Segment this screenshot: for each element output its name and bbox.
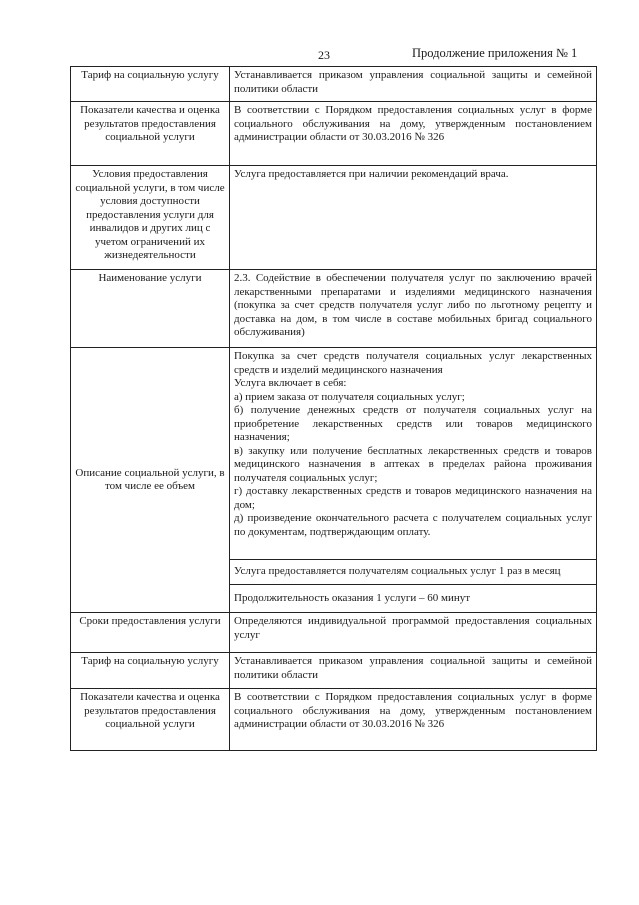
table-row	[71, 689, 597, 751]
row-value-service-name: 2.3. Содействие в обеспечении получателя услуг по заключению врачей лекарственными препаратами и изделиями медицинского назначения (покупка за счет средств получателя услуг либо по льготному рецепту и доставка на дом, в том числе в составе мобильных бригад социального обслуживания)	[230, 270, 597, 348]
service-table	[70, 66, 597, 751]
row-value-description	[230, 348, 597, 560]
table-row	[71, 348, 597, 560]
table-row	[71, 67, 597, 102]
row-label-quality-2: Показатели качества и оценка результатов предоставления социальной услуги	[71, 689, 230, 751]
row-label-conditions: Условия предоставления социальной услуги, в том числе условия доступности предоставления услуги для инвалидов и других лиц с учетом ограничений их жизнедеятельности	[71, 166, 230, 270]
row-label-service-name: Наименование услуги	[71, 270, 230, 348]
table-row	[71, 653, 597, 689]
row-value-conditions: Услуга предоставляется при наличии рекомендаций врача.	[230, 166, 597, 270]
description-line: Покупка за счет средств получателя социальных услуг лекарственных средств и изделий медицинского назначения	[234, 350, 592, 376]
appendix-continuation-title: Продолжение приложения № 1	[412, 46, 578, 60]
table-row	[71, 166, 597, 270]
row-label-quality: Показатели качества и оценка результатов предоставления социальной услуги	[71, 102, 230, 166]
row-label-description: Описание социальной услуги, в том числе ее объем	[71, 348, 230, 613]
description-line: в) закупку или получение бесплатных лекарственных средств и товаров медицинского назначения в аптеках в пределах района проживания получателя социальных услуг;	[234, 444, 592, 484]
description-line: б) получение денежных средств от получателя социальных услуг на приобретение лекарственных средств или товаров медицинского назначения;	[234, 404, 592, 443]
row-value-terms: Определяются индивидуальной программой предоставления социальных услуг	[230, 613, 597, 653]
row-label-terms: Сроки предоставления услуги	[71, 613, 230, 653]
row-value-quality-2: В соответствии с Порядком предоставления социальных услуг в форме социального обслуживания на дому, утвержденным постановлением администрации области от 30.03.2016 № 326	[230, 689, 597, 751]
row-label-tariff: Тариф на социальную услугу	[71, 67, 230, 102]
table-row	[71, 270, 597, 348]
row-value-frequency: Услуга предоставляется получателям социальных услуг 1 раз в месяц	[230, 560, 597, 585]
table-row	[71, 102, 597, 166]
row-label-tariff-2: Тариф на социальную услугу	[71, 653, 230, 689]
row-value-tariff-2: Устанавливается приказом управления социальной защиты и семейной политики области	[230, 653, 597, 689]
description-line: Услуга включает в себя:	[234, 377, 347, 389]
description-line: д) произведение окончательного расчета с получателем социальных услуг по документам, подтверждающим оплату.	[234, 512, 592, 538]
table-row	[71, 613, 597, 653]
row-value-tariff: Устанавливается приказом управления социальной защиты и семейной политики области	[230, 67, 597, 102]
description-line: а) прием заказа от получателя социальных услуг;	[234, 390, 465, 403]
row-value-quality: В соответствии с Порядком предоставления социальных услуг в форме социального обслуживания на дому, утвержденным постановлением администрации области от 30.03.2016 № 326	[230, 102, 597, 166]
page-number: 23	[318, 48, 330, 62]
description-line: г) доставку лекарственных средств и товаров медицинского назначения на дом;	[234, 485, 592, 511]
row-value-duration: Продолжительность оказания 1 услуги – 60 минут	[230, 585, 597, 613]
